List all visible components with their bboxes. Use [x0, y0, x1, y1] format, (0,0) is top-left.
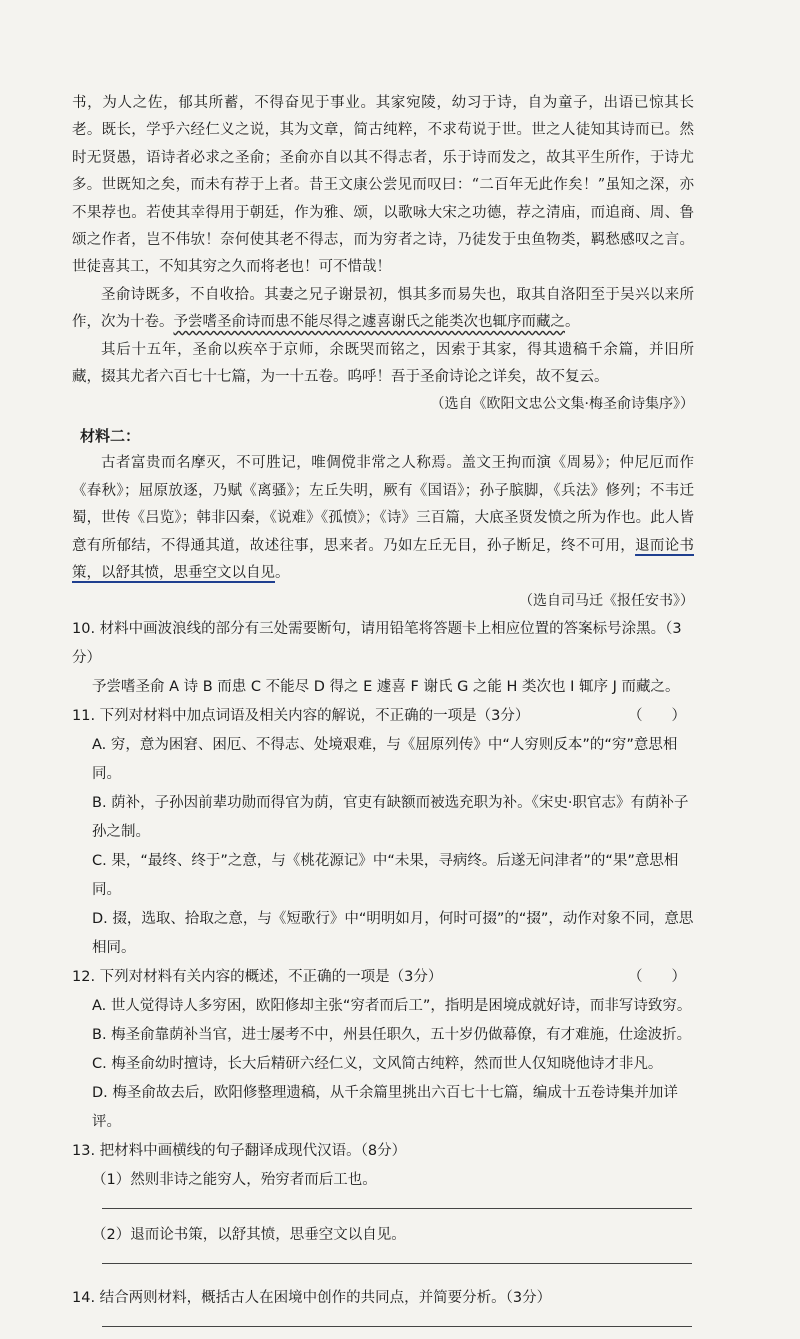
question-14-stem: 14. 结合两则材料，概括古人在困境中创作的共同点，并简要分析。（3分）	[72, 1289, 552, 1306]
question-12-stem	[72, 963, 694, 992]
wavy-underlined-sentence: 予尝嗜圣俞诗而患不能尽得之遽喜谢氏之能类次也辄序而藏之	[173, 314, 565, 331]
question-11-option-a[interactable]: A. 穷，意为困窘、困厄、不得志、处境艰难，与《屈原列传》中“人穷则反本”的“穷”意思相同。	[92, 736, 678, 782]
question-11-option-d[interactable]: D. 掇，选取、拾取之意，与《短歌行》中“明明如月，何时可掇”的“掇”，动作对象不同，意思相同。	[92, 910, 694, 956]
question-13-item-1: （1）然则非诗之能穷人，殆穷者而后工也。	[92, 1171, 377, 1188]
material2-text: 古者富贵而名摩灭，不可胜记，唯倜傥非常之人称焉。盖文王拘而演《周易》；仲尼厄而作《春秋》；屈原放逐，乃赋《离骚》；左丘失明，厥有《国语》；孙子膑脚，《兵法》修列；不韦迁蜀，世传《吕览》；韩非囚秦，《说难》《孤愤》；《诗》三百篇，大底圣贤发愤之所为作也。此人皆意有所郁结，不得通其道，故述往事，思来者。乃如左丘无目，孙子断足，终不可用，	[72, 455, 694, 554]
question-11-option-b[interactable]: B. 荫补，子孙因前辈功勋而得官为荫，官吏有缺额而被选充职为补。《宋史·职官志》有荫补子孙之制。	[92, 794, 689, 840]
question-13-stem: 13. 把材料中画横线的句子翻译成现代汉语。（8分）	[72, 1142, 407, 1159]
answer-line-13-1[interactable]	[102, 1207, 692, 1209]
material1-paragraph-1: 书，为人之佐，郁其所蓄，不得奋见于事业。其家宛陵，幼习于诗，自为童子，出语已惊其长老。既长，学乎六经仁义之说，其为文章，简古纯粹，不求苟说于世。世之人徒知其诗而已。然时无贤愚，语诗者必求之圣俞；圣俞亦自以其不得志者，乐于诗而发之，故其平生所作，于诗尤多。世既知之矣，而未有荐于上者。昔王文康公尝见而叹曰：“二百年无此作矣！”虽知之深，亦不果荐也。若使其幸得用于朝廷，作为雅、颂，以歌咏大宋之功德，荐之清庙，而追商、周、鲁颂之作者，岂不伟欤！奈何使其老不得志，而为穷者之诗，乃徒发于虫鱼物类，羁愁感叹之言。世徒喜其工，不知其穷之久而将老也！可不惜哉！	[72, 95, 694, 276]
question-11-option-c[interactable]: C. 果，“最终、终于”之意，与《桃花源记》中“未果，寻病终。后遂无问津者”的“果”意思相同。	[92, 852, 679, 898]
material2-source: （选自司马迁《报任安书》）	[519, 592, 694, 609]
answer-line-13-2[interactable]	[102, 1262, 692, 1264]
material1-paragraph-3: 其后十五年，圣俞以疾卒于京师，余既哭而铭之，因索于其家，得其遗稿千余篇，并旧所藏，掇其尤者六百七十七篇，为一十五卷。呜呼！吾于圣俞诗论之详矣，故不复云。	[72, 341, 694, 386]
underlined-sentence-2: 退而论书策，以舒其愤，思垂空文以自见	[72, 537, 694, 582]
material1-source: （选自《欧阳文忠公文集·梅圣俞诗集序》）	[430, 396, 694, 413]
question-12-option-a[interactable]: A. 世人觉得诗人多穷困，欧阳修却主张“穷者而后工”，指明是困境成就好诗，而非写诗致穷。	[92, 997, 692, 1014]
answer-paren-12[interactable]: （ ）	[628, 968, 686, 985]
main-text	[72, 90, 694, 1339]
answer-paren-11[interactable]: （ ）	[628, 707, 686, 724]
p2-text: 圣俞诗既多，不自收拾。其妻之兄子谢景初，惧其多而易失也，取其自洛阳至于吴兴以来所作，次为十卷。	[72, 286, 694, 331]
material2-end: 。	[275, 565, 290, 582]
question-12-option-c[interactable]: C. 梅圣俞幼时擅诗，长大后精研六经仁义，文风简古纯粹，然而世人仅知晓他诗才非凡。	[92, 1055, 663, 1072]
material2-paragraph	[72, 450, 694, 587]
question-12-option-d[interactable]: D. 梅圣俞故去后，欧阳修整理遗稿，从千余篇里挑出六百七十七篇，编成十五卷诗集并加详评。	[92, 1084, 678, 1130]
question-12-option-b[interactable]: B. 梅圣俞靠荫补当官，进士屡考不中，州县任职久，五十岁仍做幕僚，有才难施，仕途波折。	[92, 1026, 692, 1043]
spacer	[72, 1276, 694, 1284]
q12-stem-text: 12. 下列对材料有关内容的概述，不正确的一项是（3分）	[72, 968, 443, 985]
question-13-item-2: （2）退而论书策，以舒其愤，思垂空文以自见。	[92, 1226, 406, 1243]
answer-line-14[interactable]	[102, 1325, 692, 1327]
question-10-stem: 10. 材料中画波浪线的部分有三处需要断句，请用铅笔将答题卡上相应位置的答案标号涂黑。（3分）	[72, 620, 682, 666]
material1-paragraph-2	[72, 282, 694, 337]
question-11-stem	[72, 702, 694, 731]
q11-stem-text: 11. 下列对材料中加点词语及相关内容的解说，不正确的一项是（3分）	[72, 707, 530, 724]
question-10-answer: 予尝嗜圣俞 A 诗 B 而患 C 不能尽 D 得之 E 遽喜 F 谢氏 G 之能 H 类次也 I 辄序 J 而藏之。	[92, 678, 680, 695]
material2-title: 材料二：	[80, 427, 141, 446]
p2-end: 。	[565, 314, 580, 331]
